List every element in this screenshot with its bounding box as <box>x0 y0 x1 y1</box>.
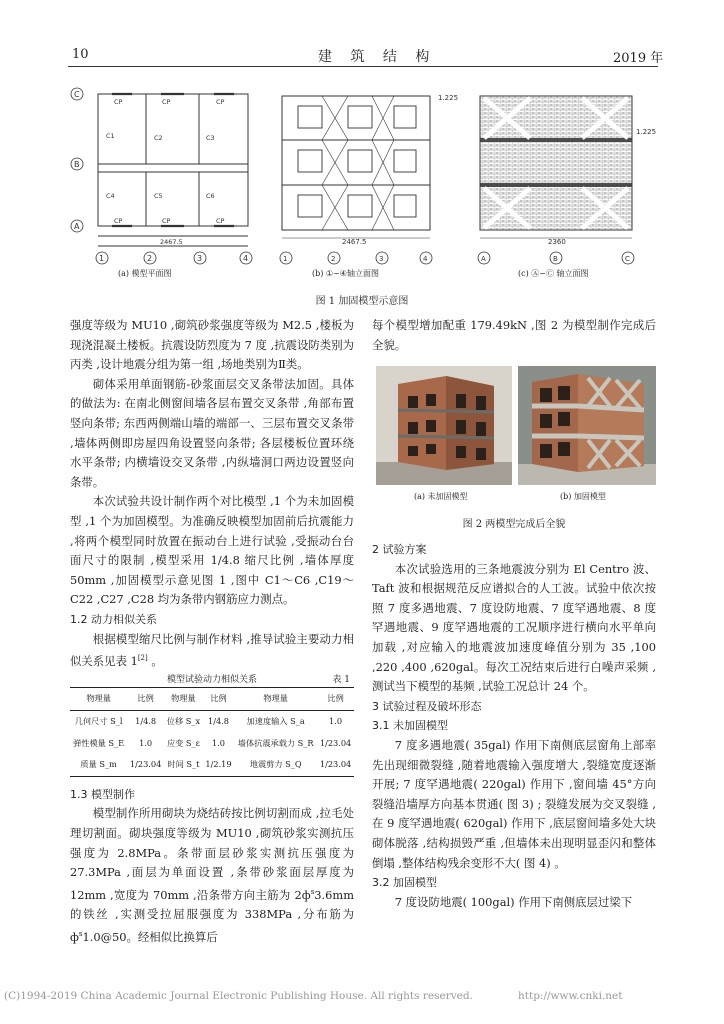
svg-text:C3: C3 <box>206 134 215 142</box>
figure-1a-plan <box>66 80 262 266</box>
axis-3: 3 <box>197 254 203 263</box>
svg-text:4: 4 <box>423 255 428 263</box>
svg-text:C5: C5 <box>154 192 163 200</box>
axis-A: A <box>74 222 80 231</box>
photo-a-caption: (a) 未加固模型 <box>414 492 468 501</box>
para-site: 强度等级为 MU10 ,砌筑砂浆强度等级为 M2.5 ,楼板为现浇混凝土楼板。抗震设防烈度为 7 度 ,抗震设防类别为丙类 ,设计地震分组为第一组 ,场地类别为Ⅱ类。 <box>70 318 354 372</box>
footer-copyright: (C)1994-2019 China Academic Journal Electronic Publishing House. All rights reserved. <box>4 990 473 1002</box>
svg-text:CP: CP <box>162 98 171 106</box>
svg-text:A: A <box>481 255 486 263</box>
elev-c-dim: 2360 <box>548 238 566 246</box>
axis-4: 4 <box>243 254 249 263</box>
table-row: 弹性模量 S_E 1.0 应变 S_ε 1.0 墙体抗震承载力 S_R 1/23.04 <box>73 737 352 748</box>
section-1-3: 1.3 模型制作 <box>70 787 135 801</box>
fig1a-caption: (a) 模型平面图 <box>118 269 172 278</box>
para-reinforcement: 砌体采用单面钢筋-砂浆面层交叉条带法加固。具体的做法为: 在南北侧窗间墙各层布置交叉条带 ,角部布置竖向条带; 东西两侧端山墙的端部一、三层布置交叉条带 ,墙体两侧即房屋四角设置竖向条带; 各层楼板位置环绕水平条带; 内横墙设交叉条带 ,内纵墙洞口两边设置竖向条带。 <box>70 376 354 489</box>
table-row: 质量 S_m 1/23.04 时间 S_t 1/2.19 地震剪力 S_Q 1/23.04 <box>70 754 354 776</box>
svg-text:CP: CP <box>216 98 225 106</box>
fig1b-caption: (b) ①~④轴立面图 <box>312 269 379 278</box>
right-column-body <box>372 540 656 912</box>
axis-B: B <box>74 160 80 169</box>
svg-text:C4: C4 <box>106 192 115 200</box>
svg-text:CP: CP <box>114 217 123 225</box>
svg-text:1: 1 <box>283 255 288 263</box>
right-column-top <box>372 316 656 355</box>
photo-unreinforced <box>376 366 512 485</box>
svg-text:CP: CP <box>162 217 171 225</box>
table-1: 物理量 比例 物理量 比例 物理量 比例 几何尺寸 S_l 1/4.8 位移 S_x 1/4.8 加速度输入 S_a 1.0 弹性模量 S_E 1.0 应变 S_ε 1.0 墙体抗震承载力 S_R 1/23.04 质量 S_m 1/23.04 时间 S_t 1/2.19 地震剪力 S_Q 1/23.04 <box>70 687 354 776</box>
svg-text:C1: C1 <box>106 132 115 140</box>
axis-2: 2 <box>147 254 153 263</box>
page-number: 10 <box>72 47 89 62</box>
elev-b-dim: 2467.5 <box>342 238 367 246</box>
header-rule <box>68 66 658 67</box>
section-3: 3 试验过程及破坏形态 <box>372 699 482 713</box>
figure-1c-elevation <box>464 80 660 266</box>
elev-b-height: 1.225 <box>438 94 459 102</box>
svg-text:CP: CP <box>216 217 225 225</box>
para-models: 本次试验共设计制作两个对比模型 ,1 个为未加固模型 ,1 个为加固模型。为准确反映模型加固前后抗震能力 ,将两个模型同时放置在振动台上进行试验 ,受振动台台面尺寸的限制 ,模型采用 1/4.8 缩尺比例 ,墙体厚度 50mm ,加固模型示意见图 1 ,图中 C1～C6 ,C19～C22 ,C27 ,C28 均为条带内钢筋应力测点。 <box>70 494 354 607</box>
year: 2019 年 <box>613 51 664 66</box>
svg-text:CP: CP <box>114 98 123 106</box>
table-row: 几何尺寸 S_l 1/4.8 位移 S_x 1/4.8 加速度输入 S_a 1.0 <box>74 716 343 727</box>
svg-text:C6: C6 <box>206 192 215 200</box>
section-1-2: 1.2 动力相似关系 <box>70 612 157 626</box>
journal-title: 建 筑 结 构 <box>318 49 437 65</box>
para-unreinforced: 7 度多遇地震( 35gal) 作用下南侧底层窗角上部率先出现细微裂缝 ,随着地震输入强度增大 ,裂缝宽度逐渐开展; 7 度罕遇地震( 220gal) 作用下 ,窗间墙 45°方向裂缝沿墙厚方向基本贯通( 图 3) ; 裂缝发展为交叉裂缝 ,在 9 度罕遇地震( 620gal) 作用下 ,底层窗间墙多处大块砌体脱落 ,结构损毁严重 ,但墙体未出现明显歪闪和整体倒塌 ,整体结构残余变形不大( 图 4) 。 <box>372 737 656 870</box>
svg-text:3: 3 <box>379 255 384 263</box>
photo-b-caption: (b) 加固模型 <box>560 492 606 501</box>
table-1-title: 模型试验动力相似关系 表 1 <box>166 675 350 686</box>
left-column <box>70 316 354 947</box>
section-3-2: 3.2 加固模型 <box>372 876 437 890</box>
axis-1: 1 <box>99 254 105 263</box>
figure-1b-elevation <box>262 80 462 266</box>
svg-text:C2: C2 <box>154 134 163 142</box>
plan-total-dim: 2467.5 <box>160 238 183 246</box>
svg-text:C: C <box>625 255 630 263</box>
para-test-plan: 本次试验选用的三条地震波分别为 El Centro 波、Taft 波和根据规范反应谱拟合的人工波。试验中依次按照 7 度多遇地震、7 度设防地震、7 度罕遇地震、8 度罕遇地震、9 度罕遇地震的工况顺序进行横向水平单向加载 ,对应输入的地震波加速度峰值分别为 35 ,100 ,220 ,400 ,620gal。每次工况结束后进行白噪声采频 ,测试当下模型的基频 ,试验工况总计 24 个。 <box>372 561 656 694</box>
figure-2-caption: 图 2 两模型完成后全貌 <box>462 519 566 530</box>
para-fabrication: 模型制作所用砌块为烧结砖按比例切割而成 ,拉毛处理切割面。砌块强度等级为 MU10 ,砌筑砂浆实测抗压强度为 2.8MPa。条带面层砂浆实测抗压强度为 27.3MPa ,面层为单面设置 ,条带砂浆面层厚度为 12mm ,宽度为 70mm ,沿条带方向主筋为 $2ф^s3.6mm$ 的铁丝 ,实测受拉屈服强度为 338MPa ,分布筋为 $ф^s1.0@50$。经相似比换算后 <box>70 806 354 944</box>
para-weight: 每个模型增加配重 179.49kN ,图 2 为模型制作完成后全貌。 <box>372 318 656 352</box>
section-3-1: 3.1 未加固模型 <box>372 719 448 733</box>
section-2: 2 试验方案 <box>372 543 427 556</box>
figure-1-caption: 图 1 加固模型示意图 <box>315 296 409 307</box>
svg-text:2: 2 <box>331 255 336 263</box>
axis-C: C <box>74 90 80 99</box>
para-reinforced: 7 度设防地震( 100gal) 作用下南侧底层过梁下 <box>394 894 633 909</box>
photo-reinforced <box>518 366 656 485</box>
footer-url[interactable]: http://www.cnki.net <box>518 990 623 1002</box>
elev-c-height: 1.225 <box>636 128 657 136</box>
fig1c-caption: (c) Ⓐ~Ⓒ 轴立面图 <box>518 269 589 278</box>
para-similarity: 根据模型缩尺比例与制作材料 ,推导试验主要动力相似关系见表 1[2] 。 <box>70 631 354 668</box>
svg-text:B: B <box>553 255 558 263</box>
